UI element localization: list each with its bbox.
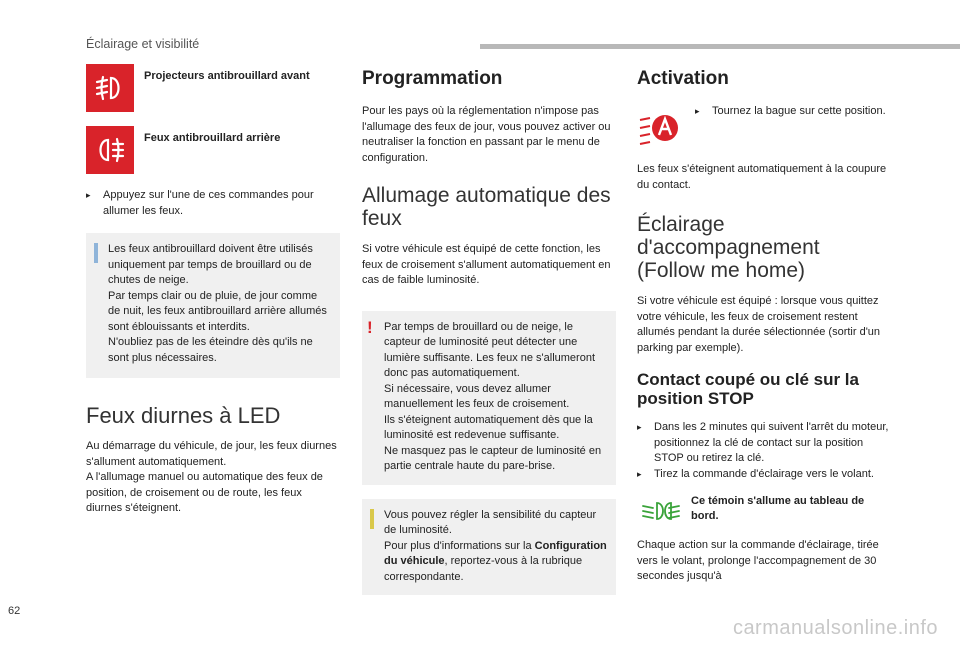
- drl-text-1: Au démarrage du véhicule, de jour, les feux diurnes s'allument automatiquement.: [86, 440, 337, 468]
- section-title: Éclairage et visibilité: [86, 37, 200, 51]
- info-icon: [370, 509, 374, 529]
- watermark: carmanualsonline.info: [732, 617, 938, 639]
- drl-heading: Feux diurnes à LED: [86, 403, 281, 428]
- arrow-bullet-icon: ▸: [695, 106, 700, 116]
- config-link-text: Configuration du véhicule: [384, 539, 607, 567]
- info-icon: [94, 243, 98, 263]
- indicator-label: Ce témoin s'allume au tableau de bord.: [691, 495, 865, 522]
- rear-fog-row: [86, 126, 340, 174]
- final-text: Chaque action sur la commande d'éclairage, tirée vers le volant, prolonge l'accompagnement de 30 secondes jusqu'à: [637, 539, 879, 582]
- warn-line: Par temps de brouillard ou de neige, le capteur de luminosité peut détecter une lumière suffisante. Les feux ne s'allumeront donc pas automatiquement.: [384, 320, 596, 379]
- indicator-row: [637, 494, 891, 528]
- activation-heading: Activation: [637, 68, 729, 89]
- fog-info-note: [86, 233, 340, 378]
- front-fog-row: [86, 64, 340, 112]
- dipped-beam-indicator-icon: [637, 494, 685, 528]
- info-line: Pour plus d'informations sur la Configuration du véhicule, reportez-vous à la rubrique correspondante.: [384, 539, 607, 583]
- front-fog-label: Projecteurs antibrouillard avant: [144, 70, 310, 82]
- contact-step-1: ▸ Dans les 2 minutes qui suivent l'arrêt du moteur, positionnez la clé de contact sur la position STOP ou retirez la clé.: [637, 420, 891, 467]
- header-bar: [480, 44, 960, 49]
- rear-fog-light-icon: [86, 126, 134, 174]
- warning-icon: !: [367, 317, 373, 337]
- sensor-info-note: [362, 499, 616, 596]
- arrow-bullet-icon: ▸: [637, 468, 642, 479]
- drl-text-2: A l'allumage manuel ou automatique des feux de position, de croisement ou de route, les feux diurnes s'éteignent.: [86, 471, 323, 514]
- programming-text: Pour les pays où la réglementation n'impose pas l'allumage des feux de jour, vous pouvez activer ou neutraliser la fonction en passant par le menu de configuration.: [362, 105, 611, 164]
- follow-me-home-heading: Éclairage d'accompagnement (Follow me home): [637, 213, 820, 282]
- note-line: Les feux antibrouillard doivent être utilisés uniquement par temps de brouillard ou de chutes de neige.: [108, 243, 313, 286]
- warn-line: Ne masquez pas le capteur de luminosité en partie centrale haute du pare-brise.: [384, 444, 602, 472]
- press-instruction: ▸ Appuyez sur l'une de ces commandes pour allumer les feux.: [86, 188, 340, 219]
- auto-lights-text: Si votre véhicule est équipé de cette fonction, les feux de croisement s'allument automatiquement en cas de faible luminosité.: [362, 243, 611, 286]
- front-fog-light-icon: [86, 64, 134, 112]
- info-line: Vous pouvez régler la sensibilité du capteur de luminosité.: [384, 508, 597, 536]
- activation-instruction: ▸ Tournez la bague sur cette position.: [695, 104, 886, 120]
- note-line: N'oubliez pas de les éteindre dès qu'ils ne sont plus nécessaires.: [108, 336, 313, 364]
- arrow-bullet-icon: ▸: [637, 422, 642, 432]
- auto-lights-heading: Allumage automatique des feux: [362, 184, 611, 230]
- contact-step-2: ▸ Tirez la commande d'éclairage vers le volant.: [637, 467, 891, 483]
- warn-line: Si nécessaire, vous devez allumer manuellement les feux de croisement.: [384, 382, 570, 410]
- warning-note: [362, 311, 616, 485]
- column-middle: [362, 64, 616, 595]
- note-line: Par temps clair ou de pluie, de jour comme de nuit, les feux antibrouillard arrière allumés sont éblouissants et interdits.: [108, 289, 327, 333]
- rear-fog-label: Feux antibrouillard arrière: [144, 132, 281, 144]
- follow-me-home-text: Si votre véhicule est équipé : lorsque vous quittez votre véhicule, les feux de croisement restent allumés pendant la durée sélectionnée (sortir d'un parking par exemple).: [637, 295, 881, 354]
- arrow-bullet-icon: ▸: [86, 190, 91, 200]
- warn-line: Ils s'éteignent automatiquement dès que la luminosité est redevenue suffisante.: [384, 413, 593, 441]
- auto-lights-icon: [637, 104, 685, 152]
- contact-off-heading: Contact coupé ou clé sur la position STOP: [637, 370, 859, 408]
- column-left: [86, 64, 340, 525]
- page-number: 62: [8, 605, 21, 617]
- programming-heading: Programmation: [362, 68, 503, 89]
- activation-text: Les feux s'éteignent automatiquement à la coupure du contact.: [637, 163, 887, 191]
- column-right: [637, 64, 891, 593]
- activation-row: [637, 104, 891, 152]
